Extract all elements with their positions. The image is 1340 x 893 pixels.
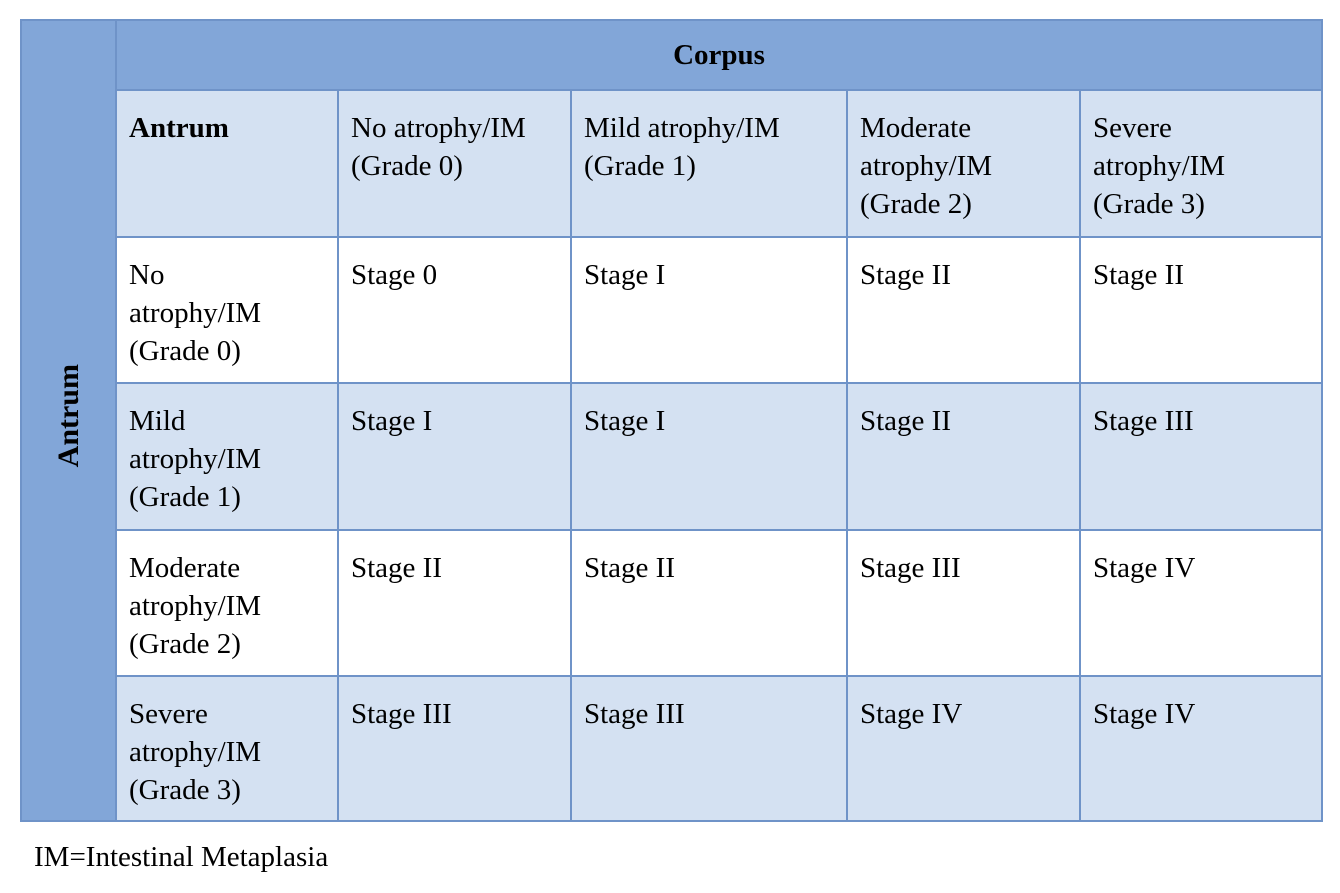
row-label-grade-0: No atrophy/IM (Grade 0) xyxy=(116,237,338,383)
column-header-grade-2: Moderate atrophy/IM (Grade 2) xyxy=(847,90,1080,237)
antrum-side-header xyxy=(21,20,116,821)
stage-cell: Stage III xyxy=(847,530,1080,676)
stage-cell: Stage II xyxy=(847,383,1080,530)
stage-cell: Stage I xyxy=(338,383,571,530)
corpus-header: Corpus xyxy=(116,20,1322,90)
stage-cell: Stage III xyxy=(1080,383,1322,530)
staging-table-container xyxy=(20,19,1321,820)
stage-cell: Stage I xyxy=(571,237,847,383)
stage-cell: Stage IV xyxy=(1080,676,1322,821)
footnote: IM=Intestinal Metaplasia xyxy=(34,841,329,873)
column-header-row xyxy=(21,90,1322,237)
stage-cell: Stage II xyxy=(1080,237,1322,383)
stage-cell: Stage II xyxy=(847,237,1080,383)
stage-cell: Stage 0 xyxy=(338,237,571,383)
antrum-side-header-label: Antrum xyxy=(51,363,85,468)
stage-cell: Stage IV xyxy=(847,676,1080,821)
stage-cell: Stage II xyxy=(338,530,571,676)
antrum-corner-label: Antrum xyxy=(116,90,338,237)
column-header-grade-1: Mild atrophy/IM (Grade 1) xyxy=(571,90,847,237)
stage-cell: Stage IV xyxy=(1080,530,1322,676)
column-header-grade-3: Severe atrophy/IM (Grade 3) xyxy=(1080,90,1322,237)
table-row xyxy=(21,676,1322,821)
row-label-grade-3: Severe atrophy/IM (Grade 3) xyxy=(116,676,338,821)
table-row xyxy=(21,530,1322,676)
row-label-grade-1: Mild atrophy/IM (Grade 1) xyxy=(116,383,338,530)
table-row xyxy=(21,237,1322,383)
stage-cell: Stage III xyxy=(571,676,847,821)
stage-cell: Stage II xyxy=(571,530,847,676)
table-row xyxy=(21,383,1322,530)
staging-table xyxy=(20,19,1323,822)
stage-cell: Stage III xyxy=(338,676,571,821)
row-label-grade-2: Moderate atrophy/IM (Grade 2) xyxy=(116,530,338,676)
stage-cell: Stage I xyxy=(571,383,847,530)
column-header-grade-0: No atrophy/IM (Grade 0) xyxy=(338,90,571,237)
